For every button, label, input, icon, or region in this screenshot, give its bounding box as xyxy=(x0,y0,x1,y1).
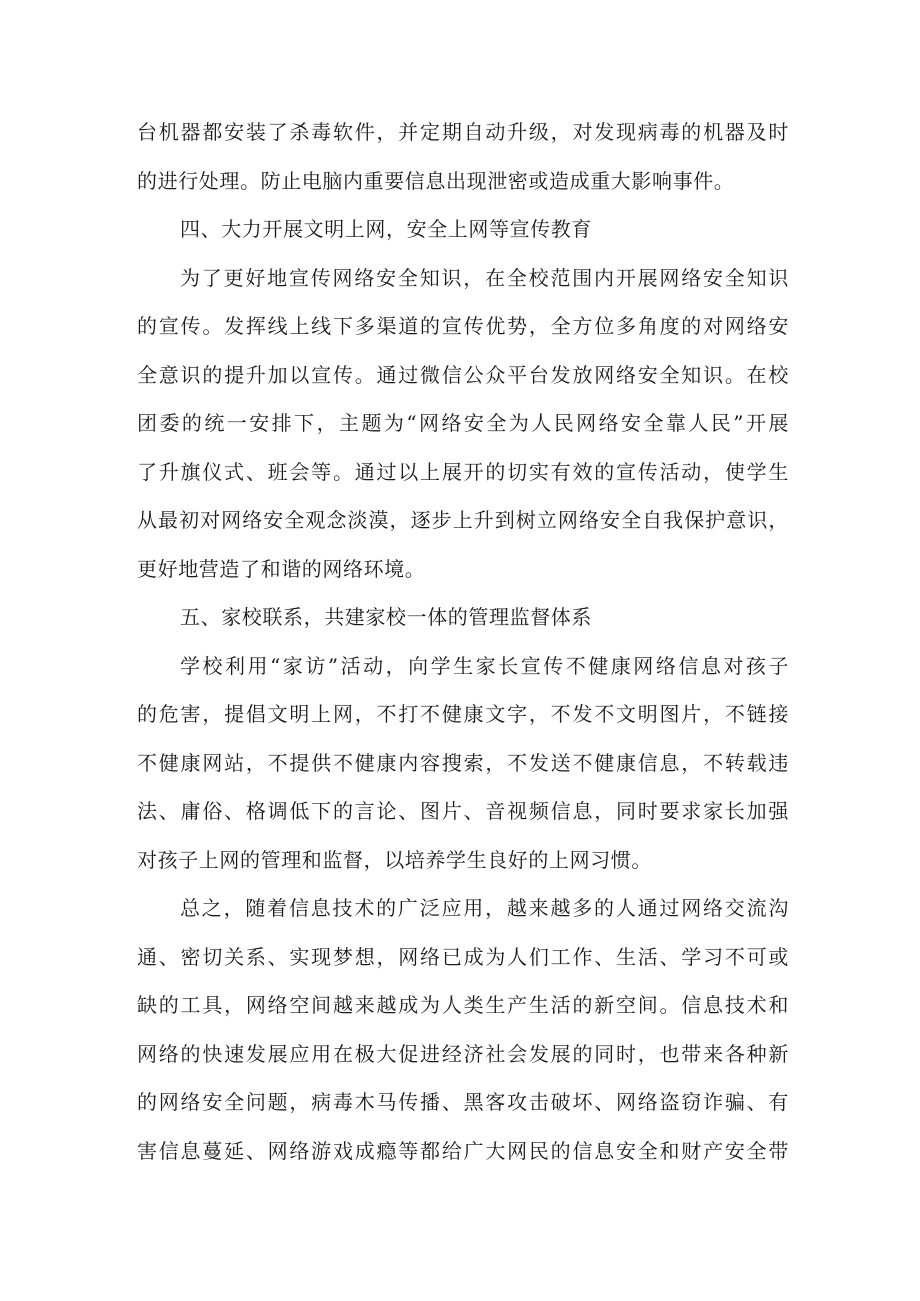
text-line: 更好地营造了和谐的网络环境。 xyxy=(137,556,426,581)
text-line: 害信息蔓延、网络游戏成瘾等都给广大网民的信息安全和财产安全带 xyxy=(137,1138,789,1163)
document-body xyxy=(137,108,789,1175)
text-line: 通、密切关系、实现梦想，网络已成为人们工作、生活、学习不可或 xyxy=(137,944,789,969)
text-line: 为了更好地宣传网络安全知识，在全校范围内开展网络安全知识 xyxy=(180,265,789,290)
text-line: 台机器都安装了杀毒软件，并定期自动升级，对发现病毒的机器及时 xyxy=(137,120,789,144)
section-heading: 五、家校联系，共建家校一体的管理监督体系 xyxy=(180,605,592,629)
text-line: 的进行处理。防止电脑内重要信息出现泄密或造成重大影响事件。 xyxy=(137,168,735,193)
text-line: 网络的快速发展应用在极大促进经济社会发展的同时，也带来各种新 xyxy=(137,1041,789,1066)
text-line: 团委的统一安排下，主题为“网络安全为人民网络安全靠人民”开展 xyxy=(137,411,789,435)
text-line: 不健康网站，不提供不健康内容搜索，不发送不健康信息，不转载违 xyxy=(137,750,789,775)
text-line: 的宣传。发挥线上线下多渠道的宣传优势，全方位多角度的对网络安 xyxy=(137,314,789,338)
text-line: 学校利用“家访”活动，向学生家长宣传不健康网络信息对孩子 xyxy=(180,653,789,678)
text-line: 了升旗仪式、班会等。通过以上展开的切实有效的宣传活动，使学生 xyxy=(137,459,789,484)
text-line: 缺的工具，网络空间越来越成为人类生产生活的新空间。信息技术和 xyxy=(137,993,789,1017)
text-line: 的危害，提倡文明上网，不打不健康文字，不发不文明图片，不链接 xyxy=(137,702,789,726)
text-line: 法、庸俗、格调低下的言论、图片、音视频信息，同时要求家长加强 xyxy=(137,799,789,823)
text-line: 从最初对网络安全观念淡漠，逐步上升到树立网络安全自我保护意识， xyxy=(137,508,789,532)
section-heading: 四、大力开展文明上网，安全上网等宣传教育 xyxy=(180,217,592,241)
text-line: 的网络安全问题，病毒木马传播、黑客攻击破坏、网络盗窃诈骗、有 xyxy=(137,1090,789,1114)
text-line: 对孩子上网的管理和监督，以培养学生良好的上网习惯。 xyxy=(137,847,652,872)
text-line: 全意识的提升加以宣传。通过微信公众平台发放网络安全知识。在校 xyxy=(137,362,789,387)
text-line: 总之，随着信息技术的广泛应用，越来越多的人通过网络交流沟 xyxy=(180,896,789,920)
